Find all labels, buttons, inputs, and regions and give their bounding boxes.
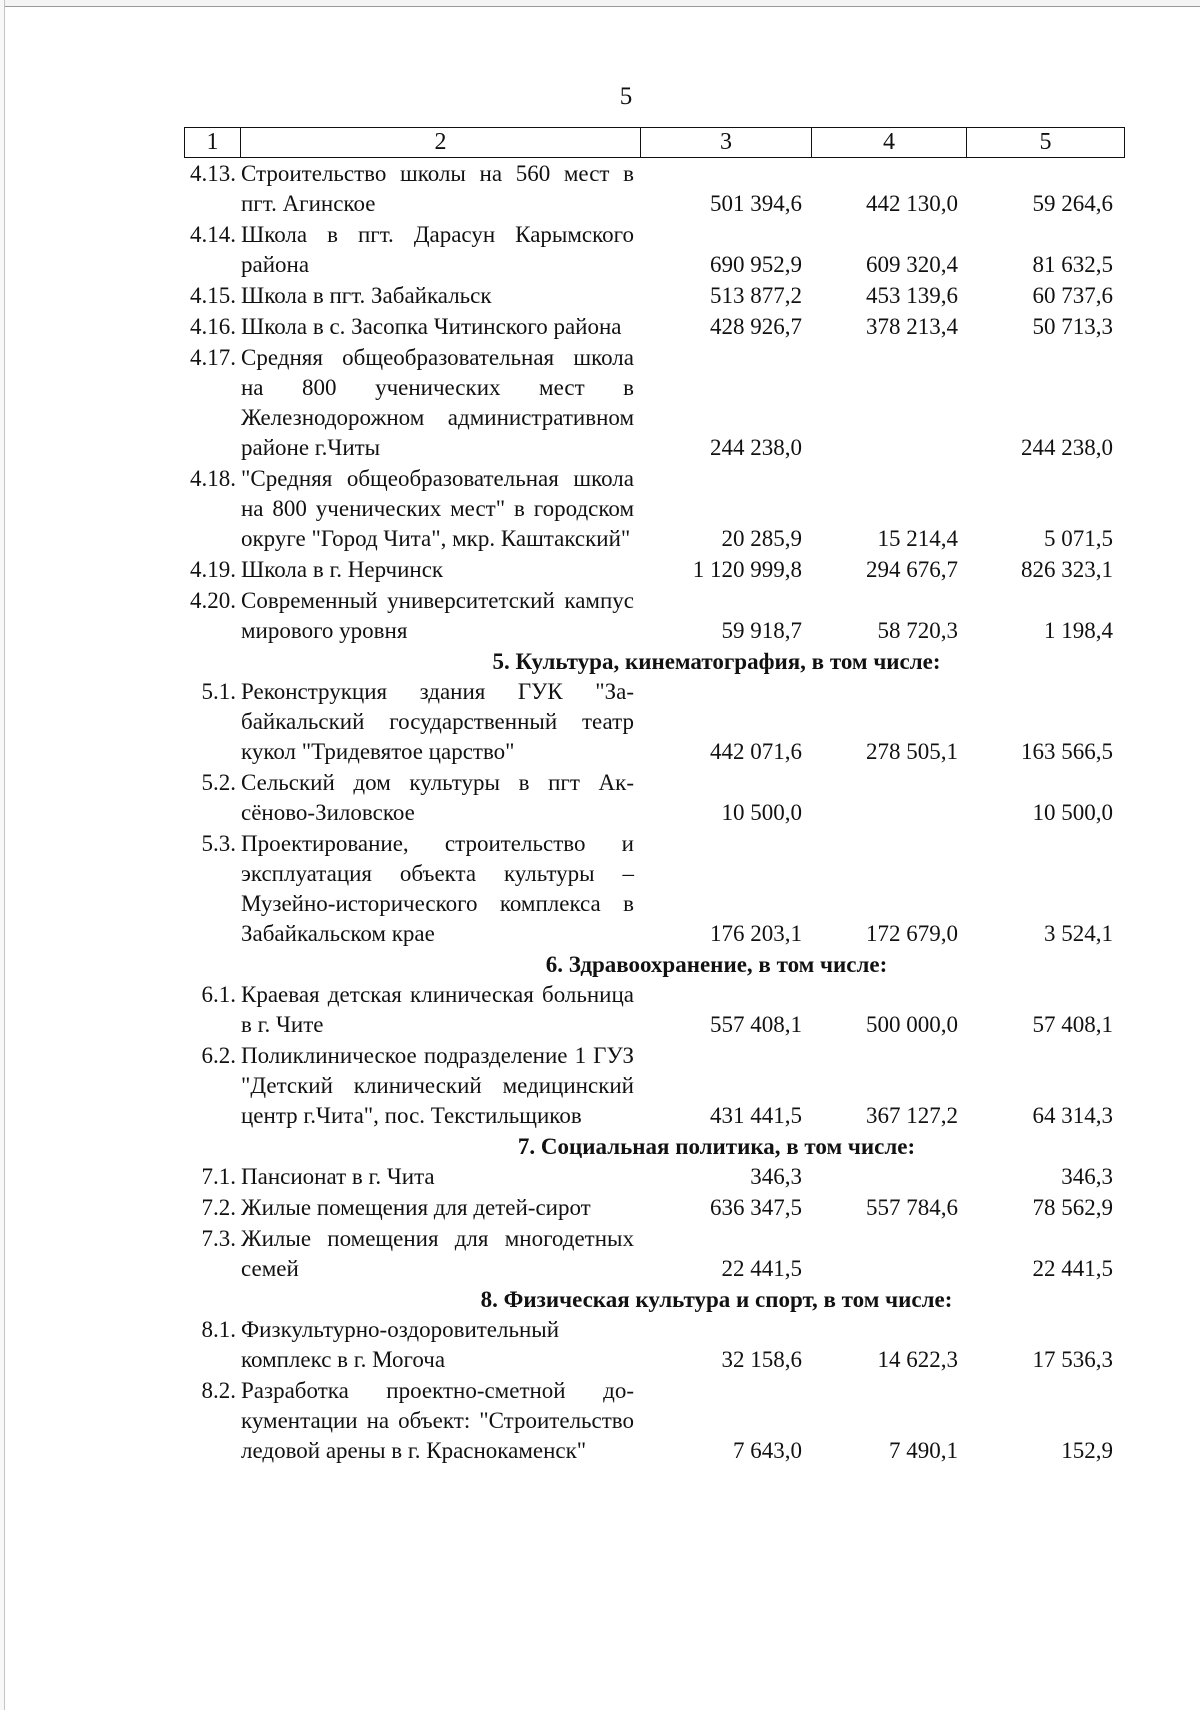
table-row xyxy=(184,1193,1119,1223)
value-column-5: 22 441,5 xyxy=(1032,1256,1113,1281)
table-row xyxy=(184,1041,1119,1131)
value-column-3: 431 441,5 xyxy=(710,1103,802,1128)
scan-top-edge xyxy=(0,0,1200,7)
row-number: 8.1. xyxy=(201,1317,236,1342)
table-row xyxy=(184,555,1119,585)
table-row xyxy=(184,220,1119,280)
table-row xyxy=(184,677,1119,767)
table-row xyxy=(184,829,1119,949)
scan-left-edge xyxy=(0,0,5,1710)
value-column-3: 557 408,1 xyxy=(710,1012,802,1037)
value-column-5: 163 566,5 xyxy=(1021,739,1113,764)
value-column-5: 64 314,3 xyxy=(1032,1103,1113,1128)
row-name: Строительство школы на 560 мест в пгт. Агинское xyxy=(241,161,634,216)
value-column-3: 636 347,5 xyxy=(710,1195,802,1220)
value-column-4: 557 784,6 xyxy=(866,1195,958,1220)
value-column-5: 78 562,9 xyxy=(1032,1195,1113,1220)
section-heading: 8. Физическая культура и спорт, в том числе: xyxy=(480,1287,953,1312)
table-row xyxy=(184,464,1119,554)
row-name: "Средняя общеобразовательная школа на 800 ученических мест" в городском округе "Город Чита", мкр. Каштакский" xyxy=(241,466,634,551)
row-name: Физкультурно-оздоровительный комплекс в г. Могоча xyxy=(241,1317,560,1372)
value-column-3: 501 394,6 xyxy=(710,191,802,216)
value-column-5: 244 238,0 xyxy=(1021,435,1113,460)
value-column-3: 32 158,6 xyxy=(721,1347,802,1372)
value-column-5: 50 713,3 xyxy=(1032,314,1113,339)
column-header-row xyxy=(185,128,1125,158)
row-name: Школа в с. Засопка Читинского района xyxy=(241,314,622,339)
value-column-5: 3 524,1 xyxy=(1044,921,1113,946)
value-column-4: 609 320,4 xyxy=(866,252,958,277)
row-name: Школа в пгт. Дарасун Карымского района xyxy=(241,222,634,277)
row-number: 7.1. xyxy=(201,1164,236,1189)
value-column-5: 60 737,6 xyxy=(1032,283,1113,308)
row-number: 4.15. xyxy=(190,283,236,308)
row-number: 6.2. xyxy=(201,1043,236,1068)
row-number: 4.13. xyxy=(190,161,236,186)
value-column-4: 58 720,3 xyxy=(877,618,958,643)
row-number: 4.18. xyxy=(190,466,236,491)
row-name: Реконструкция здания ГУК "Забайкальский государственный театр кукол "Тридевятое царство" xyxy=(241,679,634,764)
row-name: Пансионат в г. Чита xyxy=(241,1164,435,1189)
table-row xyxy=(184,768,1119,828)
table-row xyxy=(184,980,1119,1040)
row-name: Сельский дом культуры в пгт Аксёново-Зиловское xyxy=(241,770,634,825)
value-column-4: 367 127,2 xyxy=(866,1103,958,1128)
value-column-4: 7 490,1 xyxy=(889,1438,958,1463)
table-row xyxy=(184,1376,1119,1466)
value-column-4: 500 000,0 xyxy=(866,1012,958,1037)
value-column-4: 172 679,0 xyxy=(866,921,958,946)
value-column-5: 5 071,5 xyxy=(1044,526,1113,551)
value-column-3: 690 952,9 xyxy=(710,252,802,277)
value-column-4: 15 214,4 xyxy=(877,526,958,551)
value-column-4: 378 213,4 xyxy=(866,314,958,339)
section-heading: 6. Здравоохранение, в том числе: xyxy=(545,952,888,977)
table-row xyxy=(184,281,1119,311)
value-column-5: 152,9 xyxy=(1061,1438,1113,1463)
row-number: 6.1. xyxy=(201,982,236,1007)
value-column-4: 294 676,7 xyxy=(866,557,958,582)
table-row xyxy=(184,343,1119,463)
value-column-5: 1 198,4 xyxy=(1044,618,1113,643)
row-number: 5.3. xyxy=(201,831,236,856)
column-header-5: 5 xyxy=(967,128,1125,158)
row-name: Средняя общеобразовательная школа на 800 ученических мест в Железнодорожном административном районе г.Читы xyxy=(241,345,634,460)
value-column-4: 14 622,3 xyxy=(877,1347,958,1372)
row-name: Проектирование, строительство и эксплуатация объекта культуры – Музейно-исторического комплекса в Забайкальском крае xyxy=(241,831,634,946)
row-name: Школа в г. Нерчинск xyxy=(241,557,444,582)
row-number: 5.2. xyxy=(201,770,236,795)
value-column-4: 453 139,6 xyxy=(866,283,958,308)
row-name: Поликлиническое подразделение 1 ГУЗ "Детский клинический медицинский центр г.Чита", пос. Текстильщиков xyxy=(241,1043,634,1128)
value-column-3: 244 238,0 xyxy=(710,435,802,460)
row-number: 4.19. xyxy=(190,557,236,582)
column-header-4: 4 xyxy=(812,128,967,158)
value-column-3: 1 120 999,8 xyxy=(692,557,802,582)
table-row xyxy=(184,1162,1119,1192)
section-heading: 7. Социальная политика, в том числе: xyxy=(517,1134,916,1159)
value-column-3: 22 441,5 xyxy=(721,1256,802,1281)
value-column-4: 278 505,1 xyxy=(866,739,958,764)
value-column-3: 59 918,7 xyxy=(721,618,802,643)
column-header-1: 1 xyxy=(185,128,241,158)
column-header-3: 3 xyxy=(641,128,812,158)
value-column-5: 826 323,1 xyxy=(1021,557,1113,582)
value-column-5: 57 408,1 xyxy=(1032,1012,1113,1037)
row-number: 4.16. xyxy=(190,314,236,339)
row-name: Жилые помещения для многодетных семей xyxy=(241,1226,634,1281)
row-name: Краевая детская клиническая больница в г. Чите xyxy=(241,982,634,1037)
section-heading: 5. Культура, кинематография, в том числе: xyxy=(492,649,941,674)
value-column-3: 7 643,0 xyxy=(733,1438,802,1463)
value-column-3: 428 926,7 xyxy=(710,314,802,339)
value-column-3: 20 285,9 xyxy=(721,526,802,551)
table-body xyxy=(184,159,1119,1467)
table-row xyxy=(184,586,1119,646)
row-name: Разработка проектно-сметной документации на объект: "Строительство ледовой арены в г. Краснокаменск" xyxy=(241,1378,634,1463)
row-name: Жилые помещения для детей-сирот xyxy=(241,1195,591,1220)
row-number: 5.1. xyxy=(201,679,236,704)
row-number: 7.2. xyxy=(201,1195,236,1220)
value-column-3: 10 500,0 xyxy=(721,800,802,825)
row-name: Современный университетский кампус мирового уровня xyxy=(241,588,634,643)
row-number: 4.20. xyxy=(190,588,236,613)
value-column-3: 346,3 xyxy=(750,1164,802,1189)
value-column-5: 10 500,0 xyxy=(1032,800,1113,825)
column-header-table xyxy=(184,127,1125,158)
row-name: Школа в пгт. Забайкальск xyxy=(241,283,492,308)
value-column-3: 176 203,1 xyxy=(710,921,802,946)
row-number: 4.14. xyxy=(190,222,236,247)
value-column-3: 513 877,2 xyxy=(710,283,802,308)
table-row xyxy=(184,312,1119,342)
value-column-5: 81 632,5 xyxy=(1032,252,1113,277)
column-header-2: 2 xyxy=(241,128,641,158)
value-column-5: 346,3 xyxy=(1061,1164,1113,1189)
row-number: 4.17. xyxy=(190,345,236,370)
table-row xyxy=(184,159,1119,219)
value-column-5: 59 264,6 xyxy=(1032,191,1113,216)
row-number: 7.3. xyxy=(201,1226,236,1251)
table-row xyxy=(184,1315,1119,1375)
table-row xyxy=(184,1224,1119,1284)
row-number: 8.2. xyxy=(201,1378,236,1403)
value-column-3: 442 071,6 xyxy=(710,739,802,764)
value-column-4: 442 130,0 xyxy=(866,191,958,216)
value-column-5: 17 536,3 xyxy=(1032,1347,1113,1372)
page-number: 5 xyxy=(619,83,633,110)
